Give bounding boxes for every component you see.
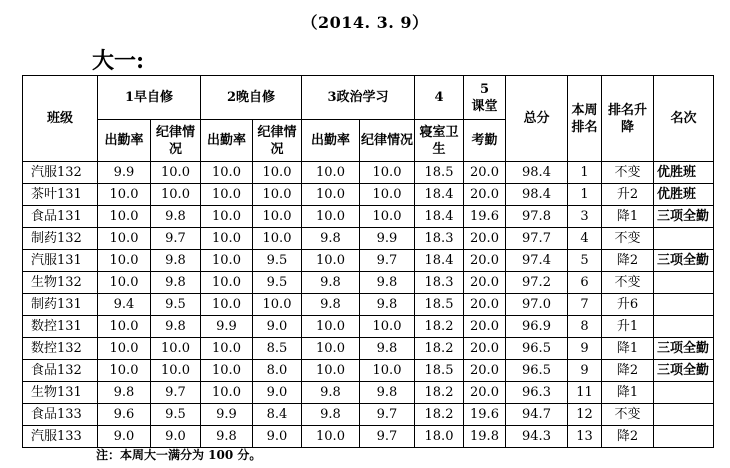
cell-evening-discipline: 8.5 [253,338,302,360]
cell-class-attendance: 20.0 [464,338,506,360]
cell-political-attendance: 9.8 [302,404,360,426]
cell-total: 96.9 [506,316,568,338]
cell-evening-attendance: 10.0 [201,184,253,206]
cell-week-rank: 13 [568,426,602,448]
table-row [23,360,714,382]
cell-class: 生物131 [23,382,98,404]
header-class-number [464,76,506,120]
cell-political-discipline: 9.7 [360,250,415,272]
table-row [23,162,714,184]
table-row [23,228,714,250]
header-rank-change: 排名升降 [602,76,654,162]
table-row [23,184,714,206]
cell-political-attendance: 10.0 [302,162,360,184]
cell-class-attendance: 20.0 [464,360,506,382]
cell-political-discipline: 10.0 [360,184,415,206]
cell-total: 97.7 [506,228,568,250]
table-row [23,206,714,228]
table-row [23,404,714,426]
cell-class-attendance: 20.0 [464,184,506,206]
header-class-label: 课堂 [471,98,498,114]
cell-evening-attendance: 10.0 [201,338,253,360]
cell-dorm-hygiene: 18.3 [415,272,464,294]
cell-dorm-hygiene: 18.4 [415,206,464,228]
cell-evening-attendance: 9.8 [201,426,253,448]
cell-evening-attendance: 10.0 [201,206,253,228]
cell-class-attendance: 20.0 [464,228,506,250]
cell-morning-attendance: 10.0 [98,250,151,272]
header-row-1 [23,76,714,120]
cell-evening-discipline: 9.0 [253,316,302,338]
cell-rank-change: 降2 [602,426,654,448]
header-honor: 名次 [654,76,714,162]
cell-morning-discipline: 9.8 [151,272,201,294]
cell-class-attendance: 20.0 [464,162,506,184]
cell-morning-attendance: 9.0 [98,426,151,448]
cell-rank-change: 降1 [602,382,654,404]
cell-political-discipline: 9.7 [360,426,415,448]
cell-political-attendance: 9.8 [302,228,360,250]
cell-political-discipline: 10.0 [360,162,415,184]
header-class-attendance: 考勤 [464,120,506,162]
cell-week-rank: 4 [568,228,602,250]
cell-total: 97.0 [506,294,568,316]
cell-political-discipline: 10.0 [360,360,415,382]
cell-class: 制药132 [23,228,98,250]
cell-class: 茶叶131 [23,184,98,206]
cell-evening-attendance: 10.0 [201,228,253,250]
cell-class-attendance: 19.6 [464,404,506,426]
cell-honor [654,382,714,404]
cell-morning-discipline: 9.0 [151,426,201,448]
cell-class-attendance: 20.0 [464,316,506,338]
cell-political-attendance: 10.0 [302,250,360,272]
cell-honor [654,316,714,338]
cell-total: 94.3 [506,426,568,448]
cell-evening-discipline: 9.5 [253,272,302,294]
cell-political-discipline: 9.7 [360,404,415,426]
table-row [23,316,714,338]
cell-week-rank: 1 [568,162,602,184]
cell-political-attendance: 10.0 [302,184,360,206]
header-class-number-digit: 5 [479,81,490,97]
cell-evening-attendance: 10.0 [201,360,253,382]
header-political-discipline: 纪律情况 [360,120,415,162]
cell-evening-attendance: 9.9 [201,316,253,338]
table-row [23,338,714,360]
cell-evening-attendance: 9.9 [201,404,253,426]
cell-evening-discipline: 10.0 [253,294,302,316]
cell-week-rank: 12 [568,404,602,426]
cell-dorm-hygiene: 18.2 [415,316,464,338]
cell-class: 汽服132 [23,162,98,184]
cell-honor: 三项全勤 [654,360,714,382]
header-week-rank: 本周排名 [568,76,602,162]
cell-political-attendance: 10.0 [302,316,360,338]
cell-class-attendance: 20.0 [464,272,506,294]
cell-morning-attendance: 10.0 [98,316,151,338]
table-row [23,426,714,448]
cell-morning-discipline: 9.8 [151,316,201,338]
cell-evening-discipline: 8.0 [253,360,302,382]
cell-week-rank: 3 [568,206,602,228]
cell-dorm-hygiene: 18.4 [415,184,464,206]
cell-morning-discipline: 10.0 [151,338,201,360]
cell-dorm-hygiene: 18.5 [415,360,464,382]
cell-morning-attendance: 9.6 [98,404,151,426]
cell-total: 97.2 [506,272,568,294]
cell-political-attendance: 10.0 [302,360,360,382]
cell-political-discipline: 9.9 [360,228,415,250]
cell-dorm-hygiene: 18.5 [415,294,464,316]
cell-total: 96.3 [506,382,568,404]
cell-rank-change: 降1 [602,206,654,228]
cell-class: 汽服133 [23,426,98,448]
cell-rank-change: 降1 [602,338,654,360]
cell-morning-discipline: 10.0 [151,184,201,206]
cell-morning-discipline: 9.5 [151,294,201,316]
cell-class-attendance: 20.0 [464,382,506,404]
cell-class: 食品132 [23,360,98,382]
cell-evening-discipline: 9.0 [253,426,302,448]
cell-evening-discipline: 9.0 [253,382,302,404]
header-evening-discipline: 纪律情况 [253,120,302,162]
cell-evening-attendance: 10.0 [201,382,253,404]
cell-honor: 三项全勤 [654,338,714,360]
cell-class: 制药131 [23,294,98,316]
cell-honor [654,228,714,250]
cell-evening-discipline: 9.5 [253,250,302,272]
cell-week-rank: 6 [568,272,602,294]
header-class: 班级 [23,76,98,162]
table-row [23,272,714,294]
cell-honor [654,272,714,294]
cell-political-attendance: 9.8 [302,272,360,294]
cell-honor: 优胜班 [654,184,714,206]
cell-honor [654,404,714,426]
cell-morning-attendance: 10.0 [98,360,151,382]
cell-morning-attendance: 10.0 [98,228,151,250]
header-evening-study: 2晚自修 [201,76,302,120]
cell-class: 数控131 [23,316,98,338]
cell-total: 96.5 [506,360,568,382]
cell-morning-attendance: 9.9 [98,162,151,184]
cell-week-rank: 9 [568,338,602,360]
cell-total: 98.4 [506,184,568,206]
cell-morning-attendance: 10.0 [98,206,151,228]
cell-dorm-hygiene: 18.2 [415,338,464,360]
cell-political-attendance: 10.0 [302,338,360,360]
cell-rank-change: 不变 [602,404,654,426]
header-political-attendance: 出勤率 [302,120,360,162]
cell-dorm-hygiene: 18.5 [415,162,464,184]
cell-honor: 三项全勤 [654,206,714,228]
cell-total: 98.4 [506,162,568,184]
cell-week-rank: 7 [568,294,602,316]
table-row [23,294,714,316]
cell-class-attendance: 20.0 [464,294,506,316]
cell-class: 汽服131 [23,250,98,272]
header-morning-attendance: 出勤率 [98,120,151,162]
cell-political-attendance: 9.8 [302,382,360,404]
cell-rank-change: 降2 [602,250,654,272]
cell-rank-change: 不变 [602,272,654,294]
cell-political-discipline: 10.0 [360,206,415,228]
cell-political-attendance: 9.8 [302,294,360,316]
cell-rank-change: 降2 [602,360,654,382]
cell-rank-change: 不变 [602,162,654,184]
cell-morning-discipline: 10.0 [151,162,201,184]
class-ranking-table [22,75,714,448]
cell-morning-discipline: 9.8 [151,206,201,228]
cell-dorm-hygiene: 18.0 [415,426,464,448]
cell-political-discipline: 9.8 [360,382,415,404]
cell-morning-attendance: 10.0 [98,184,151,206]
cell-political-discipline: 10.0 [360,316,415,338]
cell-morning-attendance: 9.8 [98,382,151,404]
cell-class: 数控132 [23,338,98,360]
cell-morning-attendance: 10.0 [98,272,151,294]
cell-morning-discipline: 9.7 [151,382,201,404]
cell-honor [654,294,714,316]
cell-evening-discipline: 8.4 [253,404,302,426]
table-row [23,382,714,404]
cell-rank-change: 升1 [602,316,654,338]
section-heading: 大一: [92,48,145,74]
cell-class: 食品133 [23,404,98,426]
cell-morning-discipline: 10.0 [151,360,201,382]
header-morning-study: 1早自修 [98,76,201,120]
cell-evening-attendance: 10.0 [201,250,253,272]
cell-total: 96.5 [506,338,568,360]
header-political-study: 3政治学习 [302,76,415,120]
cell-political-discipline: 9.8 [360,294,415,316]
cell-class-attendance: 20.0 [464,250,506,272]
cell-dorm-hygiene: 18.3 [415,228,464,250]
cell-morning-discipline: 9.7 [151,228,201,250]
cell-morning-discipline: 9.8 [151,250,201,272]
cell-honor: 三项全勤 [654,250,714,272]
cell-evening-discipline: 10.0 [253,228,302,250]
cell-honor: 优胜班 [654,162,714,184]
cell-dorm-hygiene: 18.2 [415,382,464,404]
cell-week-rank: 9 [568,360,602,382]
cell-political-attendance: 10.0 [302,426,360,448]
cell-evening-attendance: 10.0 [201,272,253,294]
cell-class-attendance: 19.8 [464,426,506,448]
cell-political-discipline: 9.8 [360,272,415,294]
header-dorm-hygiene: 寝室卫生 [415,120,464,162]
cell-evening-discipline: 10.0 [253,206,302,228]
table-row [23,250,714,272]
header-morning-discipline: 纪律情况 [151,120,201,162]
header-total: 总分 [506,76,568,162]
cell-morning-discipline: 9.5 [151,404,201,426]
report-date: （2014. 3. 9） [301,13,429,32]
cell-dorm-hygiene: 18.4 [415,250,464,272]
header-dorm-number: 4 [415,76,464,120]
cell-rank-change: 升2 [602,184,654,206]
cell-rank-change: 升6 [602,294,654,316]
cell-dorm-hygiene: 18.2 [415,404,464,426]
cell-evening-discipline: 10.0 [253,184,302,206]
cell-total: 94.7 [506,404,568,426]
cell-week-rank: 1 [568,184,602,206]
cell-evening-attendance: 10.0 [201,294,253,316]
cell-total: 97.4 [506,250,568,272]
cell-total: 97.8 [506,206,568,228]
cell-week-rank: 5 [568,250,602,272]
cell-class: 食品131 [23,206,98,228]
cell-political-discipline: 9.8 [360,338,415,360]
cell-political-attendance: 10.0 [302,206,360,228]
cell-class: 生物132 [23,272,98,294]
cell-week-rank: 8 [568,316,602,338]
cell-morning-attendance: 9.4 [98,294,151,316]
cell-morning-attendance: 10.0 [98,338,151,360]
cell-class-attendance: 19.6 [464,206,506,228]
cell-rank-change: 不变 [602,228,654,250]
footnote: 注：本周大一满分为 100 分。 [96,448,262,462]
cell-week-rank: 11 [568,382,602,404]
cell-evening-attendance: 10.0 [201,162,253,184]
cell-honor [654,426,714,448]
header-evening-attendance: 出勤率 [201,120,253,162]
cell-evening-discipline: 10.0 [253,162,302,184]
